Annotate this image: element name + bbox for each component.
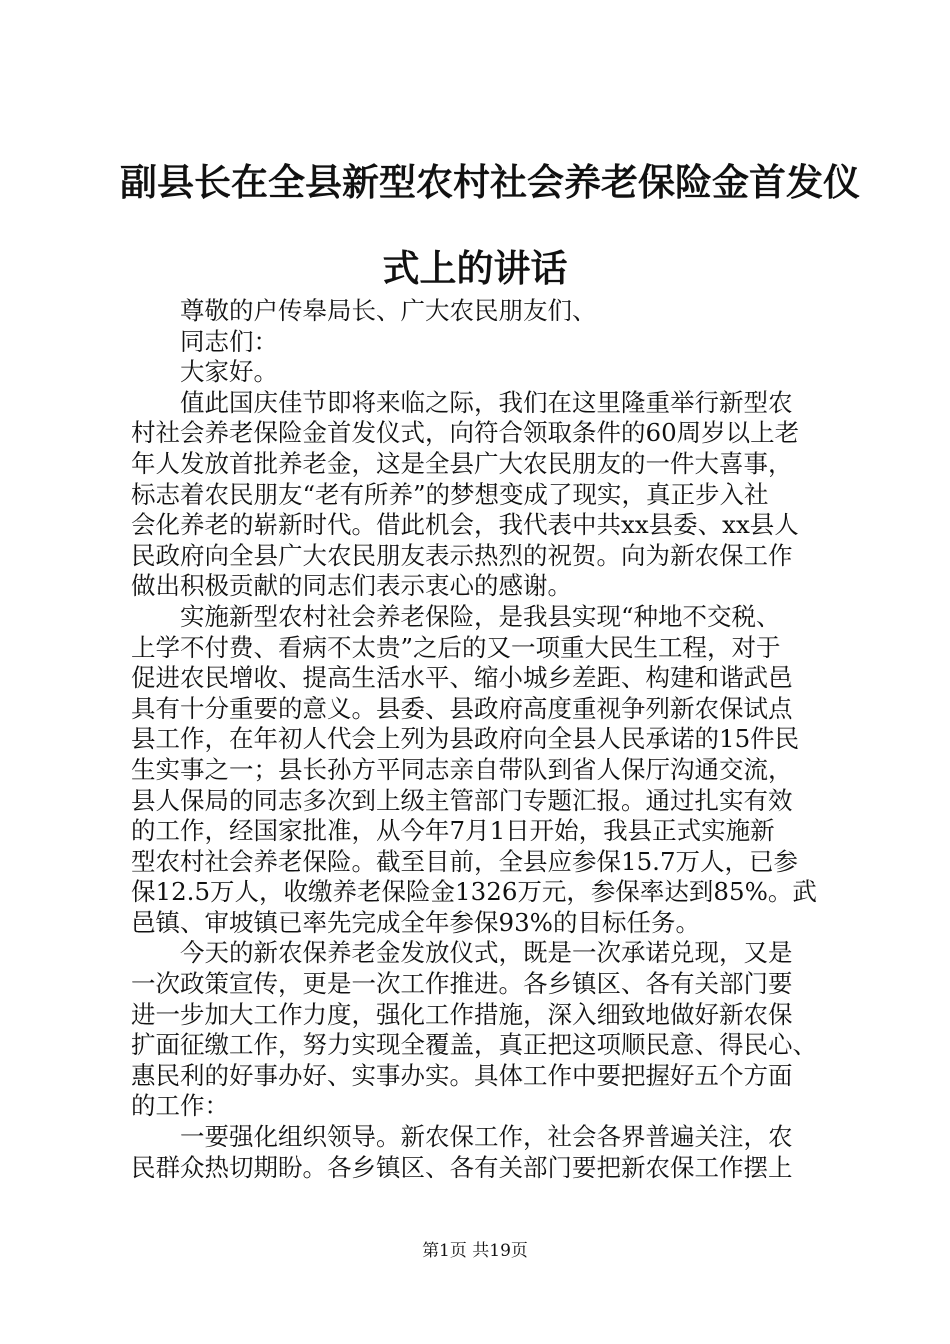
text-line: 年人发放首批养老金，这是全县广大农民朋友的一件大喜事， <box>131 448 793 478</box>
document-title-line-1: 副县长在全县新型农村社会养老保险金首发仪 <box>120 160 860 204</box>
page-number-footer: 第1页 共19页 <box>422 1241 528 1261</box>
text-line: 保12.5万人，收缴养老保险金1326万元，参保率达到85%。武 <box>131 877 817 907</box>
text-line: 民群众热切期盼。各乡镇区、各有关部门要把新农保工作摆上 <box>131 1152 793 1182</box>
text-line: 尊敬的户传皋局长、广大农民朋友们、 <box>180 296 597 325</box>
text-line: 一要强化组织领导。新农保工作，社会各界普遍关注，农 <box>180 1122 793 1152</box>
text-line: 具有十分重要的意义。县委、县政府高度重视争列新农保试点 <box>131 693 793 723</box>
text-line: 上学不付费、看病不太贵”之后的又一项重大民生工程，对于 <box>131 632 781 662</box>
text-line: 邑镇、审坡镇已率先完成全年参保93%的目标任务。 <box>131 907 700 937</box>
text-line: 村社会养老保险金首发仪式，向符合领取条件的60周岁以上老 <box>131 418 800 448</box>
text-line: 大家好。 <box>180 357 278 387</box>
text-line: 的工作： <box>131 1091 229 1121</box>
text-line: 生实事之一；县长孙方平同志亲自带队到省人保厅沟通交流， <box>131 754 793 784</box>
document-title-line-2: 式上的讲话 <box>382 246 568 290</box>
text-line: 值此国庆佳节即将来临之际，我们在这里隆重举行新型农 <box>180 387 793 417</box>
text-line: 标志着农民朋友“老有所养”的梦想变成了现实，真正步入社 <box>131 479 769 509</box>
text-line: 的工作，经国家批准，从今年7月1日开始，我县正式实施新 <box>131 816 775 846</box>
text-line: 县人保局的同志多次到上级主管部门专题汇报。通过扎实有效 <box>131 785 793 815</box>
text-line: 今天的新农保养老金发放仪式，既是一次承诺兑现，又是 <box>180 938 793 968</box>
document-body <box>131 296 835 1183</box>
text-line: 型农村社会养老保险。截至目前，全县应参保15.7万人，已参 <box>131 846 799 876</box>
text-line: 进一步加大工作力度，强化工作措施，深入细致地做好新农保 <box>131 999 793 1029</box>
text-line: 同志们： <box>180 326 278 356</box>
text-line: 民政府向全县广大农民朋友表示热烈的祝贺。向为新农保工作 <box>131 540 793 570</box>
text-line: 促进农民增收、提高生活水平、缩小城乡差距、构建和谐武邑 <box>131 663 793 693</box>
text-line: 县工作，在年初人代会上列为县政府向全县人民承诺的15件民 <box>131 724 800 754</box>
text-line: 扩面征缴工作，努力实现全覆盖，真正把这项顺民意、得民心、 <box>131 1030 817 1060</box>
text-line: 实施新型农村社会养老保险，是我县实现“种地不交税、 <box>180 601 781 631</box>
text-line: 一次政策宣传，更是一次工作推进。各乡镇区、各有关部门要 <box>131 969 793 999</box>
text-line: 做出积极贡献的同志们表示衷心的感谢。 <box>131 571 572 601</box>
text-line: 惠民利的好事办好、实事办实。具体工作中要把握好五个方面 <box>131 1060 793 1090</box>
text-line: 会化养老的崭新时代。借此机会，我代表中共xx县委、xx县人 <box>131 510 799 540</box>
